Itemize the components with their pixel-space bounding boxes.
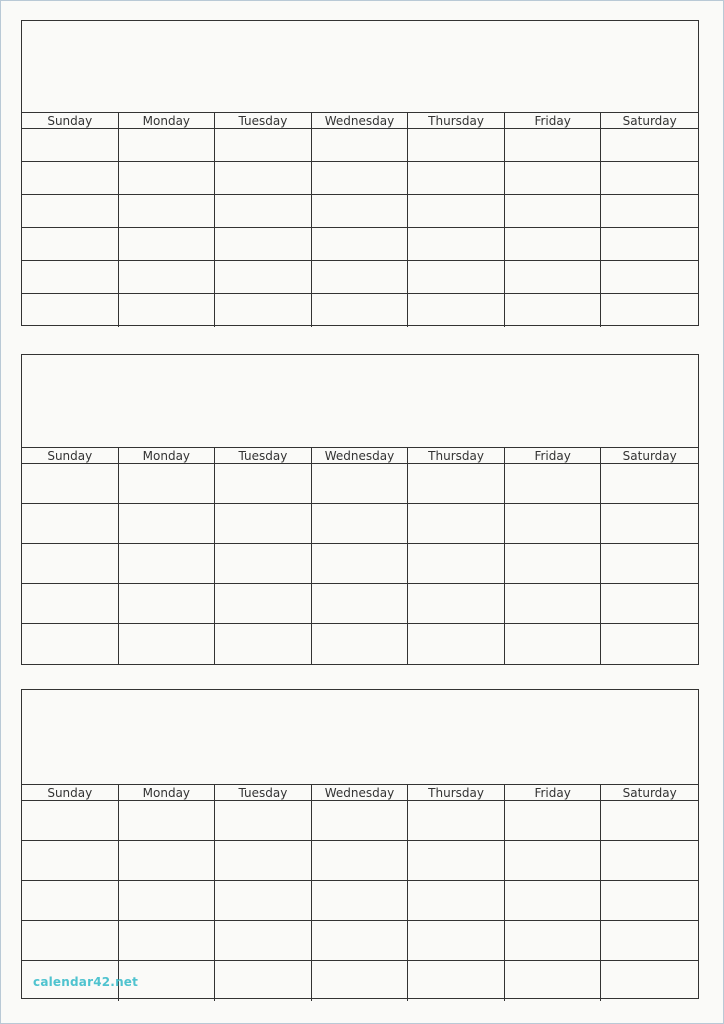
weekday-header-monday: Monday [119,113,216,129]
weekday-header-tuesday: Tuesday [215,448,312,464]
day-cell [119,624,216,664]
weekday-header-wednesday: Wednesday [312,448,409,464]
day-cell [408,584,505,624]
day-cell [408,294,505,327]
month-title-area [22,355,698,448]
day-cell [119,544,216,584]
day-cell [312,162,409,195]
day-cell [601,881,698,921]
day-cell [408,464,505,504]
day-grid [22,785,698,1001]
watermark-text: calendar42.net [33,975,139,989]
day-cell [312,129,409,162]
day-cell [119,464,216,504]
day-cell [22,624,119,664]
day-grid [22,448,698,664]
day-cell [505,261,602,294]
day-cell [601,228,698,261]
calendar-month-1 [21,20,699,326]
day-cell [119,841,216,881]
day-cell [215,544,312,584]
day-cell [119,261,216,294]
weekday-header-friday: Friday [505,113,602,129]
day-cell [215,261,312,294]
weekday-header-sunday: Sunday [22,785,119,801]
day-cell [215,921,312,961]
weekday-header-saturday: Saturday [601,785,698,801]
day-cell [22,294,119,327]
day-cell [408,961,505,1001]
day-cell [312,841,409,881]
day-cell [312,294,409,327]
day-cell [601,294,698,327]
day-cell [22,261,119,294]
day-cell [312,921,409,961]
day-cell [601,464,698,504]
day-cell [22,801,119,841]
day-cell [215,881,312,921]
day-cell [601,921,698,961]
day-cell [215,584,312,624]
day-cell [408,228,505,261]
weekday-header-monday: Monday [119,785,216,801]
day-cell [215,195,312,228]
day-cell [408,624,505,664]
weekday-header-sunday: Sunday [22,448,119,464]
day-cell [505,961,602,1001]
day-cell [505,294,602,327]
weekday-header-friday: Friday [505,785,602,801]
day-cell [119,881,216,921]
day-cell [601,961,698,1001]
day-cell [119,129,216,162]
day-cell [22,464,119,504]
day-cell [312,504,409,544]
day-cell [22,162,119,195]
day-cell [601,584,698,624]
day-cell [601,544,698,584]
day-cell [22,544,119,584]
weekday-header-sunday: Sunday [22,113,119,129]
weekday-header-saturday: Saturday [601,113,698,129]
weekday-header-tuesday: Tuesday [215,785,312,801]
weekday-header-wednesday: Wednesday [312,785,409,801]
day-cell [119,921,216,961]
weekday-header-monday: Monday [119,448,216,464]
day-cell [505,464,602,504]
day-cell [505,921,602,961]
day-cell [215,801,312,841]
day-cell [408,261,505,294]
day-cell [408,195,505,228]
day-cell [22,841,119,881]
day-cell [312,584,409,624]
day-cell [601,504,698,544]
day-cell [505,228,602,261]
day-cell [505,584,602,624]
day-cell [215,162,312,195]
day-cell [312,261,409,294]
day-cell [215,228,312,261]
day-cell [601,195,698,228]
weekday-header-saturday: Saturday [601,448,698,464]
day-cell [22,129,119,162]
weekday-header-friday: Friday [505,448,602,464]
day-cell [408,544,505,584]
day-cell [408,801,505,841]
day-cell [312,464,409,504]
day-cell [408,841,505,881]
day-cell [601,624,698,664]
calendar-month-3 [21,689,699,999]
weekday-header-thursday: Thursday [408,113,505,129]
day-cell [408,129,505,162]
day-cell [22,504,119,544]
day-cell [22,881,119,921]
day-cell [601,129,698,162]
day-cell [119,801,216,841]
day-cell [312,195,409,228]
day-cell [408,162,505,195]
day-cell [22,228,119,261]
day-cell [601,841,698,881]
day-cell [215,504,312,544]
day-cell [408,504,505,544]
day-cell [505,624,602,664]
day-cell [312,801,409,841]
day-cell [22,921,119,961]
day-cell [505,504,602,544]
day-cell [215,841,312,881]
day-cell [119,162,216,195]
day-cell [505,129,602,162]
day-cell [505,544,602,584]
weekday-header-tuesday: Tuesday [215,113,312,129]
day-cell [312,624,409,664]
day-cell [22,584,119,624]
day-cell [601,261,698,294]
day-cell [408,881,505,921]
day-cell [215,961,312,1001]
day-cell [215,129,312,162]
day-cell [119,584,216,624]
day-cell [312,961,409,1001]
day-cell [119,195,216,228]
weekday-header-wednesday: Wednesday [312,113,409,129]
day-cell [119,228,216,261]
day-cell [601,801,698,841]
day-cell [505,881,602,921]
weekday-header-thursday: Thursday [408,785,505,801]
month-title-area [22,21,698,113]
day-cell [215,624,312,664]
day-cell [215,464,312,504]
day-cell [505,195,602,228]
day-cell [505,801,602,841]
weekday-header-thursday: Thursday [408,448,505,464]
calendar-month-2 [21,354,699,665]
day-cell [22,195,119,228]
day-cell [312,544,409,584]
day-cell [215,294,312,327]
day-grid [22,113,698,327]
day-cell [505,841,602,881]
day-cell [505,162,602,195]
day-cell [601,162,698,195]
day-cell [312,228,409,261]
month-title-area [22,690,698,785]
day-cell [408,921,505,961]
day-cell [312,881,409,921]
day-cell [119,294,216,327]
day-cell [119,504,216,544]
